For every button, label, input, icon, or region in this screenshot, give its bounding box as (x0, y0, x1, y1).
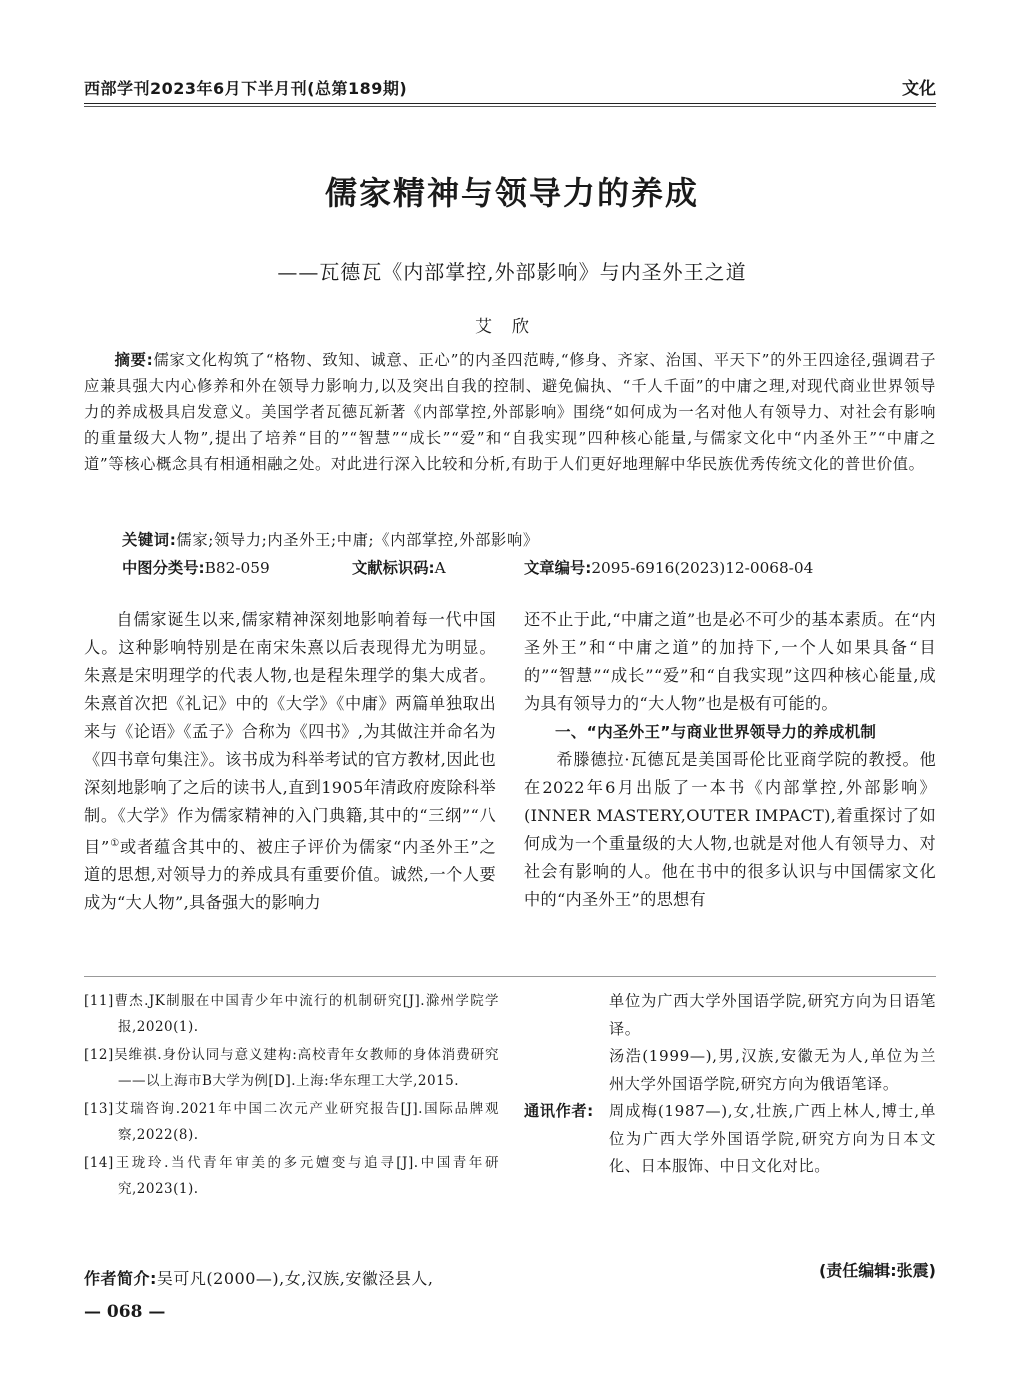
abstract (84, 347, 936, 477)
clc-label: 中图分类号: (122, 559, 205, 577)
body-paragraph: 还不止于此,“中庸之道”也是必不可少的基本素质。在“内圣外王”和“中庸之道”的加持下,一个人如果具备“目的”“智慧”“成长”“爱”和“自我实现”这四种核心能量,成为具有领导力的“大人物”也是极有可能的。 (524, 610, 936, 713)
clc-value: B82-059 (204, 559, 270, 577)
keywords-label: 关键词: (122, 531, 177, 549)
reference-item: [14]王珑玲.当代青年审美的多元嬗变与追寻[J].中国青年研究,2023(1). (84, 1155, 499, 1197)
doc-code (352, 556, 446, 578)
article-title: 儒家精神与领导力的养成 (324, 174, 699, 212)
doc-label: 文献标识码: (352, 559, 435, 577)
page-number: — 068 — (84, 1302, 166, 1322)
section-label: 文化 (902, 79, 936, 99)
author-bio (84, 1266, 433, 1289)
references-list (84, 988, 499, 1204)
body-paragraph: 自儒家诞生以来,儒家精神深刻地影响着每一代中国人。这种影响特别是在南宋朱熹以后表现得尤为明显。朱熹是宋明理学的代表人物,也是程朱理学的集大成者。朱熹首次把《礼记》中的《大学》《中庸》两篇单独取出来与《论语》《孟子》合称为《四书》,为其做注并命名为《四书章句集注》。该书成为科举考试的官方教材,因此也深刻地影响了之后的读书人,直到1905年清政府废除科举制。《大学》作为儒家精神的入门典籍,其中的“三纲”“八目”①或者蕴含其中的、被庄子评价为儒家“内圣外王”之道的思想,对领导力的养成具有重要价值。诚然,一个人要成为“大人物”,具备强大的影响力 (84, 610, 496, 913)
clc-number (122, 556, 270, 578)
second-author-bio: 汤浩(1999—),男,汉族,安徽无为人,单位为兰州大学外国语学院,研究方向为俄语笔译。 (609, 1047, 936, 1093)
author-notes (524, 988, 936, 1181)
author-bio-continuation: 单位为广西大学外国语学院,研究方向为日语笔译。 (609, 992, 936, 1038)
body-right-column (524, 606, 936, 914)
editor-credit: (责任编辑:张震) (818, 1261, 936, 1280)
header-rule-thin (84, 106, 936, 107)
header-rule (84, 103, 936, 104)
article-subtitle: ——瓦德瓦《内部掌控,外部影响》与内圣外王之道 (277, 260, 747, 284)
reference-item: [13]艾瑞咨询.2021年中国二次元产业研究报告[J].国际品牌观察,2022(8). (84, 1101, 499, 1143)
abstract-label: 摘要: (114, 351, 154, 369)
reference-item: [11]曹杰.JK制服在中国青少年中流行的机制研究[J].滁州学院学报,2020(1). (84, 993, 499, 1035)
keywords (122, 528, 539, 550)
body-paragraph: 希滕德拉·瓦德瓦是美国哥伦比亚商学院的教授。他在2022年6月出版了一本书《内部掌控,外部影响》(INNER MASTERY,OUTER IMPACT),着重探讨了如何成为一个重量级的大人物,也就是对他人有领导力、对社会有影响的人。他在书中的很多认识与中国儒家文化中的“内圣外王”的思想有 (524, 750, 936, 909)
article-author: 艾欣 (475, 317, 549, 337)
corresponding-author (524, 1098, 936, 1181)
doc-value: A (434, 559, 446, 577)
corresponding-author-text: 周成梅(1987—),女,壮族,广西上林人,博士,单位为广西大学外国语学院,研究方向为日本文化、日本服饰、中日文化对比。 (609, 1102, 936, 1175)
author-bio-text: 吴可凡(2000—),女,汉族,安徽泾县人, (156, 1269, 434, 1288)
body-left-column (84, 606, 496, 917)
corresponding-author-label: 通讯作者: (524, 1102, 594, 1120)
abstract-text: 儒家文化构筑了“格物、致知、诚意、正心”的内圣四范畴,“修身、齐家、治国、平天下”的外王四途径,强调君子应兼具强大内心修养和外在领导力影响力,以及突出自我的控制、避免偏执、“千人千面”的中庸之理,对现代商业世界领导力的养成极具启发意义。美国学者瓦德瓦新著《内部掌控,外部影响》围绕“如何成为一名对他人有领导力、对社会有影响的重量级大人物”,提出了培养“目的”“智慧”“成长”“爱”和“自我实现”四种核心能量,与儒家文化中“内圣外王”“中庸之道”等核心概念具有相通相融之处。对此进行深入比较和分析,有助于人们更好地理解中华民族优秀传统文化的普世价值。 (84, 351, 936, 473)
article-number-label: 文章编号: (524, 559, 592, 577)
author-bio-label: 作者简介: (84, 1269, 157, 1288)
footnote-marker: ① (109, 838, 121, 849)
footnote-separator (84, 976, 936, 977)
journal-header: 西部学刊2023年6月下半月刊(总第189期) (84, 79, 408, 98)
article-number-value: 2095-6916(2023)12-0068-04 (591, 559, 814, 577)
article-number (524, 556, 813, 578)
section-heading: 一、“内圣外王”与商业世界领导力的养成机制 (555, 723, 877, 741)
reference-item: [12]吴维祺.身份认同与意义建构:高校青年女教师的身体消费研究——以上海市B大学为例[D].上海:华东理工大学,2015. (84, 1047, 499, 1089)
keywords-text: 儒家;领导力;内圣外王;中庸;《内部掌控,外部影响》 (176, 531, 539, 549)
